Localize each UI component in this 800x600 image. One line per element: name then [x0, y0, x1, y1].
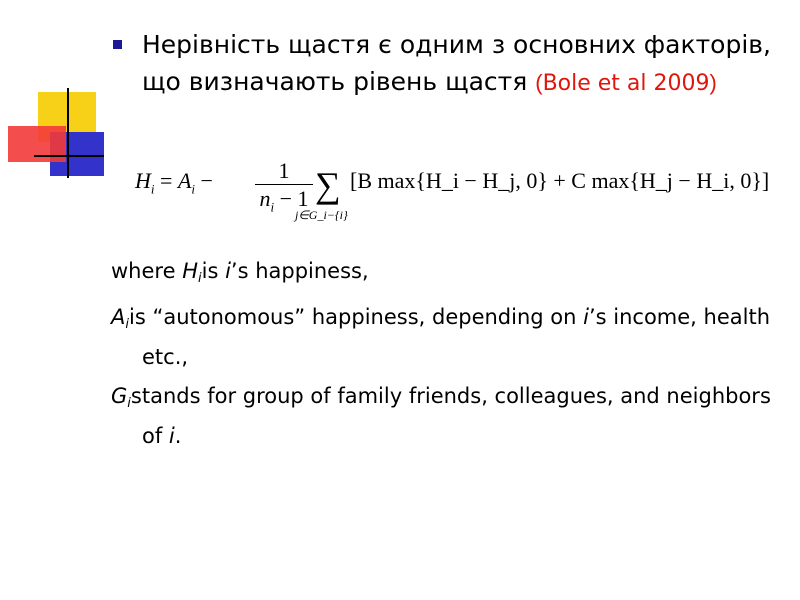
citation: (Bole et al 2009) — [535, 70, 717, 96]
slide-title — [142, 26, 782, 102]
title-text: Нерівність щастя є одним з основних факторів, що визначають рівень щастя — [142, 30, 771, 96]
sum-symbol: ∑ — [315, 165, 341, 205]
definitions — [111, 255, 781, 459]
definition-h: where $H_iis$ i’s happiness, — [111, 259, 369, 286]
definition-a: $A_iis$ “autonomous” happiness, depending on i’s income, health etc., — [111, 305, 771, 369]
bullet-square-icon — [113, 40, 122, 49]
formula-fraction: 1 $n_i - 1$ — [255, 160, 313, 219]
decorative-squares — [0, 0, 110, 180]
happiness-formula: $H_i = A_i$ − 1 $n_i - 1$ ∑ j∈G_i−{i} [B max{H_i − H_j, 0} + C max{H_j − H_i, 0}] — [135, 158, 770, 222]
citation-text: Bole et al 2009 — [542, 71, 710, 96]
sum-subscript: j∈G_i−{i} — [295, 208, 348, 222]
formula-body: [B max{H_i − H_j, 0} + C max{H_j − H_i, 0}] — [350, 168, 770, 193]
definition-g: $G_istands$ for group of family friends, colleagues, and neighbors of i. — [111, 384, 771, 448]
